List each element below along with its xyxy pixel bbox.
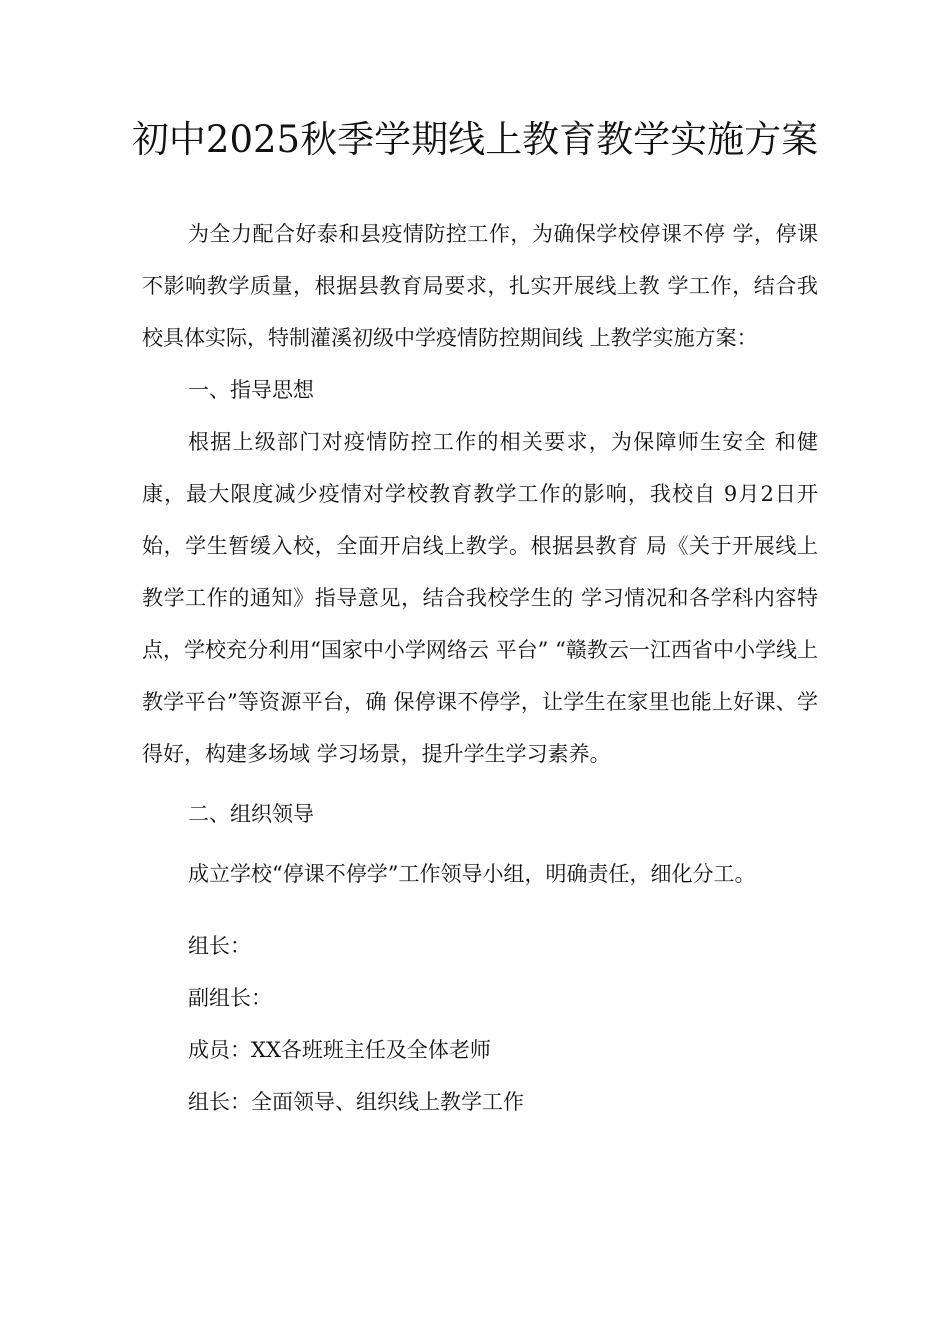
section-2-paragraph: 成立学校“停课不停学”工作领导小组，明确责任，细化分工。 — [188, 862, 756, 886]
deputy-leader-line: 副组长： — [188, 986, 272, 1010]
leader-duty-line: 组长：全面领导、组织线上教学工作 — [188, 1090, 524, 1114]
document-body — [142, 208, 818, 1128]
members-line: 成员：XX各班班主任及全体老师 — [188, 1038, 491, 1062]
intro-paragraph: 为全力配合好泰和县疫情防控工作，为确保学校停课不停 学，停课不影响教学质量，根据县教育局要求，扎实开展线上教 学工作，结合我校具体实际，特制灌溪初级中学疫情防控期间线 上教学实施方案： — [142, 222, 818, 350]
section-1-paragraph: 根据上级部门对疫情防控工作的相关要求，为保障师生安全 和健康，最大限度减少疫情对学校教育教学工作的影响，我校自 9月2日开始，学生暂缓入校，全面开启线上教学。根据县教育 局《关于开展线上教学工作的通知》指导意见，结合我校学生的 学习情况和各学科内容特点，学校充分利用“国家中小学网络云 平台” “赣教云一江西省中小学线上教学平台”等资源平台，确 保停课不停学，让学生在家里也能上好课、学得好，构建多场域 学习场景，提升学生学习素养。 — [142, 430, 818, 766]
leader-line: 组长： — [188, 934, 251, 958]
document-title: 初中2025秋季学期线上教育教学实施方案 — [131, 118, 819, 161]
section-2-heading: 二、组织领导 — [188, 802, 314, 826]
section-1-heading: 一、指导思想 — [188, 378, 314, 402]
